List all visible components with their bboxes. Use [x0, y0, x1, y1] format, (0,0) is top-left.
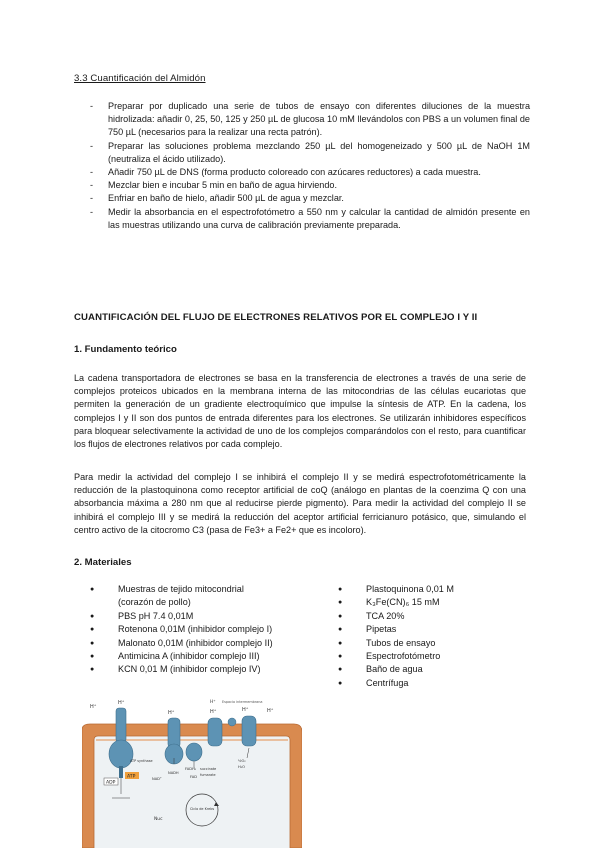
section-title-starch: 3.3 Cuantificación del Almidón: [74, 73, 206, 84]
paragraph-fundamento-2: Para medir la actividad del complejo I se inhibirá el complejo II y se medirá espectrofotométricamente la reducción de la plastoquinona como receptor artificial de coQ (análogo en plantas de la coenzima Q con una absorbancia máxima a 280 nm que al reducirse pierde pigmento). Para medir la actividad del complejo II se inhibirá el complejo III y se medirá la reducción del aceptor artificial ferricianuro potásico, que, simulando el centro activo de la citocromo C3 (pasa de Fe3+ a Fe2+ que es incoloro).: [74, 472, 526, 535]
nucleus-label: Nuc: [154, 817, 163, 822]
krebs-label: Ciclo de Krebs: [190, 807, 215, 811]
material-item: ● K₃Fe(CN)₆ 15 mM: [338, 596, 528, 609]
main-title: CUANTIFICACIÓN DEL FLUJO DE ELECTRONES RELATIVOS POR EL COMPLEJO I Y II: [74, 312, 478, 323]
proton-label: H⁺: [90, 704, 97, 710]
materials-list-left: [90, 583, 280, 677]
material-item: ● Antimicina A (inhibidor complejo III): [90, 650, 280, 663]
material-item: ● PBS pH 7.4 0,01M: [90, 610, 280, 623]
legend-label: Espacio intermembrana: [222, 700, 263, 704]
material-item: ● Malonato 0,01M (inhibidor complejo II): [90, 637, 280, 650]
fumarate-label: fumarate: [200, 773, 216, 777]
fad-label: FAD: [190, 775, 197, 779]
procedure-step: - Preparar las soluciones problema mezclando 250 µL del homogeneizado y 500 µL de NaOH 1M (neutraliza el ácido utilizado).: [90, 140, 530, 166]
material-item: ● Centrífuga: [338, 677, 528, 690]
material-item: ● TCA 20%: [338, 610, 528, 623]
complex-iii: [208, 718, 222, 746]
atp-synthase-head: [109, 740, 133, 768]
atp-label: ATP: [127, 774, 136, 780]
paragraph-fundamento-1: La cadena transportadora de electrones se basa en la transferencia de electrones a través de una serie de complejos proteicos ubicados en la membrana interna de las mitocondrias de las células eucariotas que permiten la generación de un gradiente electroquímico que impulse la síntesis de ATP. En la cadena, los complejos I y II son dos puntos de entrada diferentes para los electrones. Se utilizarán inhibidores específicos para bloquear selectivamente la actividad de uno de los complejos comparándolos con el resto, para cuantificar los flujos de electrones relativos por cada complejo.: [74, 373, 526, 450]
complex-i: [168, 718, 180, 748]
water-label: H₂O: [238, 765, 245, 769]
succinate-label: succinate: [200, 767, 217, 771]
atp-synthase-base: [119, 766, 123, 778]
material-item: ● Plastoquinona 0,01 M: [338, 583, 528, 596]
procedure-step: - Preparar por duplicado una serie de tubos de ensayo con diferentes diluciones de la muestra hidrolizada: añadir 0, 25, 50, 125 y 250 µL de glucosa 10 mM llevándolos con PBS a un volumen final de 750 µL (necesarios para la realizar una recta patrón).: [90, 100, 530, 140]
procedure-step: - Mezclar bien e incubar 5 min en baño de agua hirviendo.: [90, 179, 530, 192]
material-item: ● Tubos de ensayo: [338, 637, 528, 650]
procedure-step: - Medir la absorbancia en el espectrofotómetro a 550 nm y calcular la cantidad de almidón presente en las muestras utilizando una curva de calibración previamente preparada.: [90, 206, 530, 232]
cytochrome-c: [228, 718, 236, 726]
proton-legend-symbol: H⁺: [210, 700, 216, 705]
heading-materiales: 2. Materiales: [74, 557, 132, 568]
material-item: ● Espectrofotómetro: [338, 650, 528, 663]
oxygen-label: ½O₂: [238, 759, 246, 763]
material-item: ● Muestras de tejido mitocondrial (corazón de pollo): [90, 583, 280, 610]
atp-synthase-stalk: [116, 708, 126, 742]
heading-fundamento: 1. Fundamento teórico: [74, 344, 177, 355]
nadh-label: NADH: [168, 771, 179, 775]
electron-transport-chain-diagram: [82, 698, 302, 848]
atp-synthase-label: ATP synthase: [130, 759, 153, 763]
procedure-list: [90, 100, 530, 232]
fadh-label: FADH₂: [185, 767, 197, 771]
proton-label: H⁺: [242, 707, 249, 713]
complex-iv: [242, 716, 256, 746]
material-item: ● Rotenona 0,01M (inhibidor complejo I): [90, 623, 280, 636]
proton-label: H⁺: [267, 708, 274, 714]
proton-label: H⁺: [210, 709, 217, 715]
material-item: ● Pipetas: [338, 623, 528, 636]
procedure-step: - Añadir 750 µL de DNS (forma producto coloreado con azúcares reductores) a cada muestra.: [90, 166, 530, 179]
adp-label: ADP: [106, 780, 116, 786]
procedure-step: - Enfriar en baño de hielo, añadir 500 µL de agua y mezclar.: [90, 192, 530, 205]
proton-label: H⁺: [118, 700, 125, 706]
nad-label: NAD⁺: [152, 777, 162, 781]
material-item: ● KCN 0,01 M (inhibidor complejo IV): [90, 663, 280, 676]
material-item: ● Baño de agua: [338, 663, 528, 676]
complex-ii: [186, 743, 202, 761]
materials-list-right: [338, 583, 528, 690]
proton-label: H⁺: [168, 710, 175, 716]
